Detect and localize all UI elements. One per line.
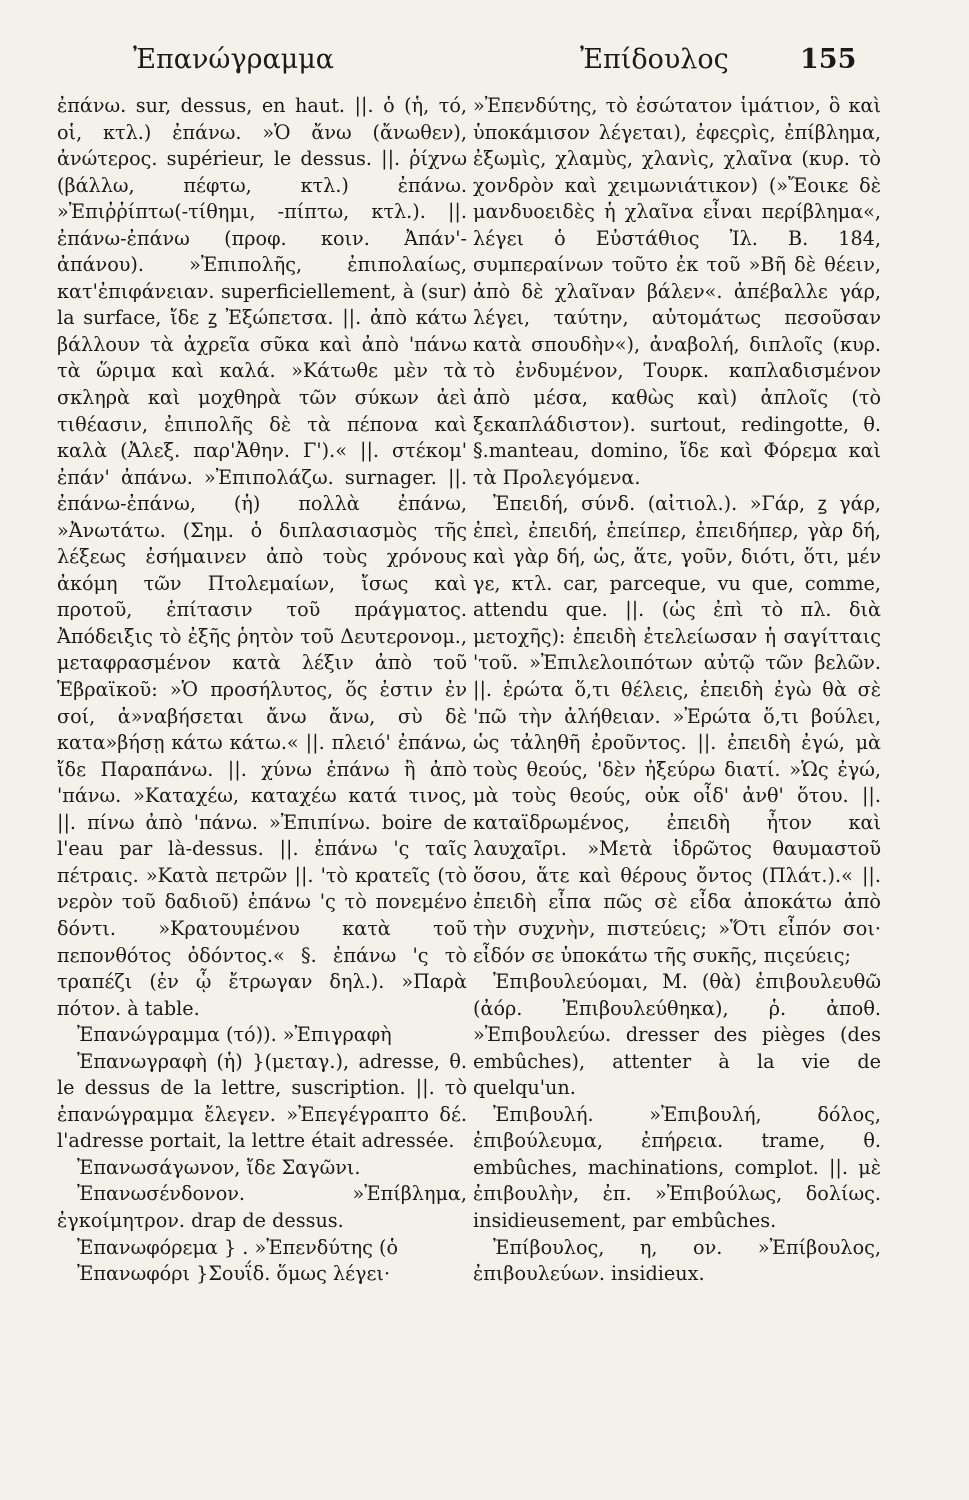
dictionary-entry: Ἐπειδή, σύνδ. (αἰτιολ.). »Γάρ, ꙁ γάρ, ἐπεὶ, ἐπειδή, ἐπείπερ, ἐπειδήπερ, γὰρ δή, καὶ γὰρ δή, ὡς, ἅτε, γοῦν, διότι, ὅτι, μέν γε, κτλ. car, parceque, vu que, comme, attendu que. ||. (ὡς ἐπὶ τὸ πλ. διὰ μετοχῆς): ἐπειδὴ ἐτελείωσαν ἡ σαγίτταις 'τοῦ. »Ἐπιλελοιπότων αὐτῷ τῶν βελῶν. ||. ἐρώτα ὅ,τι θέλεις, ἐπειδὴ ἐγὼ θὰ σὲ 'πῶ τὴν ἀλήθειαν. »Ἐρώτα ὅ,τι βούλει, ὡς τἀληθῆ ἐροῦντος. ||. ἐπειδὴ ἐγώ, μὰ τοὺς θεούς, 'δὲν ἠξεύρω διατί. »Ὡς ἐγώ, μὰ τοὺς θεούς, οὐκ οἶδ' ἀνθ' ὅτου. ||. καταϊδρωμένος, ἐπειδὴ ἦτον καὶ λαυχαῖρι. »Μετὰ ἱδρῶτος θαυμαστοῦ ὅσου, ἅτε καὶ θέρους ὄντος (Πλάτ.).« ||. ἐπειδὴ εἶπα πῶς σὲ εἶδα ἀποκάτω ἀπὸ τὴν συχνὴν, πιστεύεις; »Ὅτι εἶπόν σοι· εἶδόν σε ὑποκάτω τῆς συκῆς, πιςεύεις;	[473, 492, 881, 967]
entry-continuation: ἐπάνω. sur, dessus, en haut. ||. ὁ (ἡ, τό, οἱ, κτλ.) ἐπάνω. »Ὁ ἄνω (ἄνωθεν), ἀνώτερος. supérieur, le dessus. ||. ῥίχνω (βάλλω, πέφτω, κτλ.) ἐπάνω. »Ἐπιῤῥίπτω(-τίθημι, -πίπτω, κτλ.). ||. ἐπάνω-ἐπάνω (προφ. κοιν. Ἀπάν'-ἀπάνου). »Ἐπιπολῆς, ἐπιπολαίως, κατ'ἐπιφάνειαν. superficiellement, à (sur) la surface, ἴδε ꙁ Ἐξώπετσα. ||. ἀπὸ κάτω βάλλουν τὰ ἀχρεῖα σῦκα καὶ ἀπὸ 'πάνω τὰ ὥριμα καὶ καλά. »Κάτωθε μὲν τὰ σκληρὰ καὶ μοχθηρὰ τῶν σύκων ἀεὶ τιθέασιν, ἐπιπολῆς δὲ τὰ πέπονα καὶ καλὰ (Ἀλεξ. παρ'Ἀθην. Γ').« ||. στέκομ' ἐπάν' ἀπάνω. »Ἐπιπολάζω. surnager. ||. ἐπάνω-ἐπάνω, (ἡ) πολλὰ ἐπάνω, »Ἀνωτάτω. (Σημ. ὁ διπλασιασμὸς τῆς λέξεως ἐσήμαινεν ἀπὸ τοὺς χρόνους ἀκόμη τῶν Πτολεμαίων, ἴσως καὶ προτοῦ, ἐπίτασιν τοῦ πράγματος. Ἀπόδειξις τὸ ἐξῆς ῥητὸν τοῦ Δευτερονομ., μεταφρασμένον κατὰ λέξιν ἀπὸ τοῦ Ἑβραϊκοῦ: »Ὁ προσήλυτος, ὅς ἐστιν ἐν σοί, ἀ»ναβήσεται ἄνω ἄνω, σὺ δὲ κατα»βήσῃ κάτω κάτω.« ||. πλειό' ἐπάνω, ἴδε Παραπάνω. ||. χύνω ἐπάνω ἢ ἀπὸ 'πάνω. »Καταχέω, καταχέω κατά τινος, ||. πίνω ἀπὸ 'πάνω. »Ἐπιπίνω. boire de l'eau par là-dessus. ||. ἐπάνω 'ς ταῖς πέτραις. »Κατὰ πετρῶν ||. 'τὸ κρατεῖς (τὸ νερὸν τοῦ δαδιοῦ) ἐπάνω 'ς τὸ πονεμένο δόντι. »Κρατουμένου κατὰ τοῦ πεπονθότος ὀδόντος.« §. ἐπάνω 'ς τὸ τραπέζι (ἐν ᾧ ἔτρωγαν δηλ.). »Παρὰ πότον. à table.	[57, 94, 467, 1020]
dictionary-entry: Ἐπανωφόρεμα } . »Ἐπενδύτης (ὁ	[77, 1235, 399, 1259]
header-last-headword: Ἐπίδουλος	[580, 44, 729, 75]
header-first-headword: Ἐπανώγραμμα	[133, 44, 335, 75]
page-number: 155	[800, 44, 857, 75]
dictionary-entry: Ἐπίβουλος, η, ον. »Ἐπίβουλος, ἐπιβουλεύων. insidieux.	[473, 1235, 881, 1286]
dictionary-entry: Ἐπανώγραμμα (τό)). »Ἐπιγραφὴ	[77, 1023, 392, 1047]
running-header	[0, 40, 969, 80]
dictionary-entry: Ἐπιβουλεύομαι, Μ. (θὰ) ἐπιβουλευθῶ (ἀόρ. Ἐπιβουλεύθηκα), ῥ. ἀποθ. »Ἐπιβουλεύω. dresser des pièges (des embûches), attenter à la vie de quelqu'un.	[473, 970, 881, 1100]
dictionary-entry: Ἐπανωσάγωνον, ἴδε Σαγῶνι.	[77, 1155, 361, 1179]
left-column	[57, 93, 467, 1288]
dictionary-entry: Ἐπιβουλή. »Ἐπιβουλή, δόλος, ἐπιβούλευμα, ἐπήρεια. trame, θ. embûches, machinations, complot. ||. μὲ ἐπιβουλὴν, ἐπ. »Ἐπιβούλως, δολίως. insidieusement, par embûches.	[473, 1102, 881, 1232]
dictionary-entry: Ἐπανωγραφὴ (ἡ) }(μεταγ.), adresse, θ. le dessus de la lettre, suscription. ||. τὸ ἐπανώγραμμα ἔλεγεν. »Ἐπεγέγραπτο δέ. l'adresse portait, la lettre était adressée.	[57, 1049, 467, 1153]
dictionary-entry: Ἐπανωσένδονον. »Ἐπίβλημα, ἐγκοίμητρον. drap de dessus.	[57, 1182, 467, 1232]
dictionary-entry: Ἐπανωφόρι }Σουΐδ. ὅμως λέγει·	[77, 1262, 391, 1286]
entry-continuation: »Ἐπενδύτης, τὸ ἐσώτατον ἱμάτιον, ὃ καὶ ὑποκάμισον λέγεται), ἐφεςρὶς, ἐπίβλημα, ἐξωμὶς, χλαμὺς, χλανὶς, χλαῖνα (κυρ. τὸ χονδρὸν καὶ χειμωνιάτικον) (»Ἔοικε δὲ μανδυοειδὲς ἡ χλαῖνα εἶναι περίβλημα«, λέγει ὁ Εὐστάθιος Ἰλ. Β. 184, συμπεραίνων τοῦτο ἐκ τοῦ »Βῆ δὲ θέειν, ἀπὸ δὲ χλαῖναν βάλεν«. ἀπέβαλλε γάρ, λέγει, ταύτην, αὐτομάτως πεσοῦσαν κατὰ σπουδὴν«), ἀναβολή, διπλοῖς (κυρ. τὸ ἐνδυμένον, Τουρκ. καπλαδισμένον ἀπὸ μέσα, καθὼς καὶ) ἀπλοῖς (τὸ ξεκαπλάδιστον). surtout, redingotte, θ. §.manteau, domino, ἴδε καὶ Φόρεμα καὶ τὰ Προλεγόμενα.	[473, 94, 881, 489]
right-column	[473, 93, 881, 1288]
